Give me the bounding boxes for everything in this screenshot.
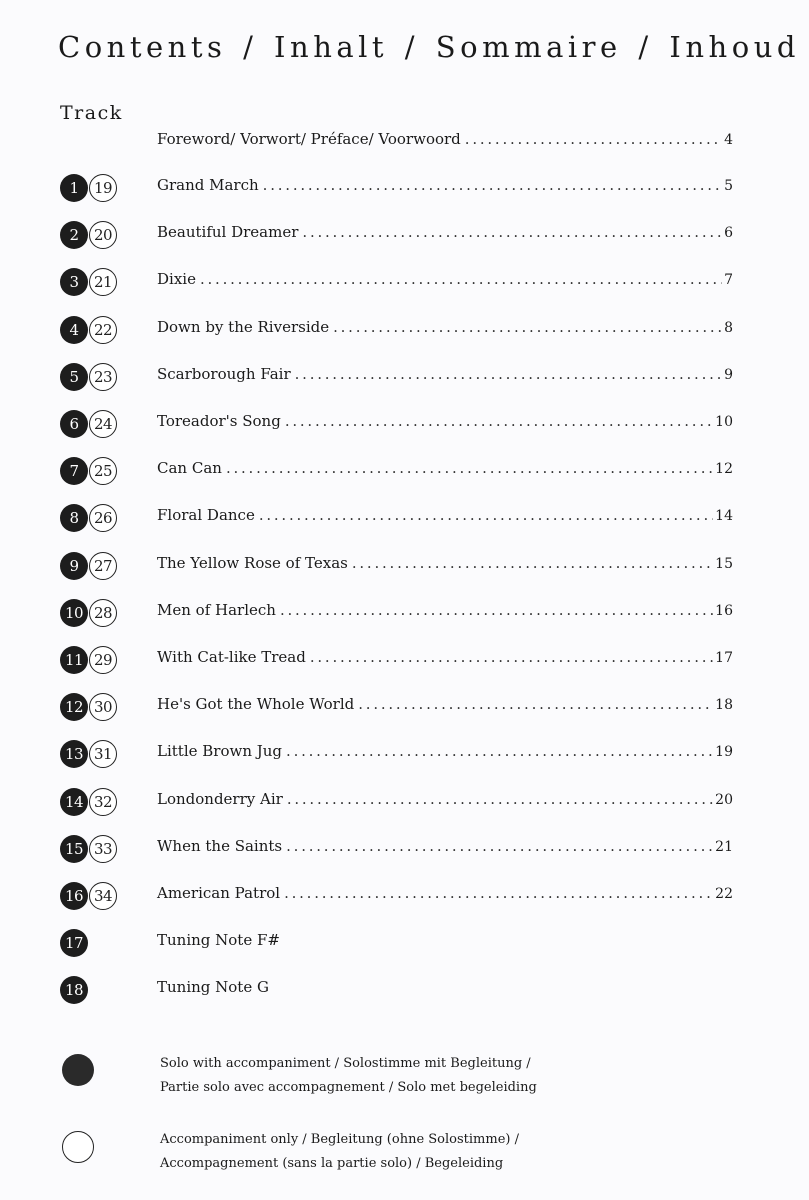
dot-leader xyxy=(302,223,722,241)
solo-legend-line-1: Solo with accompaniment / Solostimme mit Begleitung / xyxy=(160,1056,531,1071)
page-number: 21 xyxy=(715,838,733,855)
track-title: Scarborough Fair xyxy=(157,364,291,383)
track-row[interactable] xyxy=(0,268,809,300)
accompaniment-track-number: 25 xyxy=(89,457,117,485)
solo-track-number: 18 xyxy=(60,976,88,1004)
solo-track-number: 15 xyxy=(60,835,88,863)
track-row[interactable] xyxy=(0,504,809,536)
accompaniment-track-number: 24 xyxy=(89,410,117,438)
solo-track-number: 1 xyxy=(60,174,88,202)
page-number: 6 xyxy=(724,225,733,242)
dot-leader xyxy=(295,365,722,383)
solo-track-number: 11 xyxy=(60,646,88,674)
track-title: American Patrol xyxy=(157,884,281,902)
accompaniment-legend-text xyxy=(160,1128,519,1176)
page-number: 10 xyxy=(715,414,733,430)
track-title: With Cat-like Tread xyxy=(157,648,306,666)
solo-track-number: 6 xyxy=(60,410,88,438)
page-number: 17 xyxy=(715,650,733,666)
dot-leader xyxy=(352,554,713,572)
dot-leader xyxy=(287,790,713,808)
page-number: 14 xyxy=(715,508,733,525)
track-title: Men of Harlech xyxy=(157,600,276,619)
dot-leader xyxy=(226,459,713,477)
solo-legend-text xyxy=(160,1052,537,1100)
dot-leader xyxy=(285,412,713,430)
track-title: Beautiful Dreamer xyxy=(157,223,299,242)
solo-track-number: 10 xyxy=(60,599,88,627)
accompaniment-track-number: 34 xyxy=(89,882,117,910)
track-row[interactable] xyxy=(0,740,809,772)
track-row[interactable] xyxy=(0,835,809,867)
solo-track-number: 2 xyxy=(60,221,88,249)
dot-leader xyxy=(286,837,713,855)
accompaniment-track-number: 23 xyxy=(89,363,117,391)
track-row[interactable] xyxy=(0,929,809,961)
track-row[interactable] xyxy=(0,599,809,631)
track-row[interactable] xyxy=(0,976,809,1008)
foreword-title: Foreword/ Vorwort/ Préface/ Voorwoord xyxy=(157,130,461,148)
track-title: The Yellow Rose of Texas xyxy=(157,553,348,572)
track-title: Tuning Note F# xyxy=(157,931,280,950)
track-title: When the Saints xyxy=(157,836,283,855)
page-number: 8 xyxy=(724,319,733,336)
track-title: Tuning Note G xyxy=(157,978,269,997)
track-title: Little Brown Jug xyxy=(157,742,283,761)
track-title: Floral Dance xyxy=(157,506,255,525)
solo-track-number: 4 xyxy=(60,316,88,344)
page-number: 9 xyxy=(724,366,733,383)
track-row[interactable] xyxy=(0,457,809,489)
track-title: Toreador's Song xyxy=(157,412,281,430)
page-number: 7 xyxy=(724,272,733,289)
solo-track-number: 13 xyxy=(60,740,88,768)
solo-track-number: 14 xyxy=(60,788,88,816)
solo-track-number: 12 xyxy=(60,693,88,721)
page-number: 22 xyxy=(715,886,733,902)
accompaniment-track-number: 31 xyxy=(89,740,117,768)
solo-track-number: 8 xyxy=(60,504,88,532)
dot-leader xyxy=(310,648,713,666)
track-row[interactable] xyxy=(0,693,809,725)
track-row[interactable] xyxy=(0,552,809,584)
accompaniment-track-number: 20 xyxy=(89,221,117,249)
solo-legend-line-2: Partie solo avec accompagnement / Solo met begeleiding xyxy=(160,1080,537,1095)
track-row[interactable] xyxy=(0,410,809,442)
page-number: 16 xyxy=(715,602,733,619)
solo-track-number: 7 xyxy=(60,457,88,485)
accompaniment-track-number: 32 xyxy=(89,788,117,816)
track-title: Grand March xyxy=(157,176,259,194)
solo-track-number: 17 xyxy=(60,929,88,957)
dot-leader xyxy=(358,695,713,713)
page-number: 4 xyxy=(724,132,733,148)
track-column-heading: Track xyxy=(60,102,123,124)
dot-leader xyxy=(286,742,713,760)
track-title: He's Got the Whole World xyxy=(157,695,355,714)
page-title: Contents / Inhalt / Sommaire / Inhoud xyxy=(58,30,800,64)
track-row[interactable] xyxy=(0,788,809,820)
solo-track-number: 5 xyxy=(60,363,88,391)
accompaniment-track-number: 29 xyxy=(89,646,117,674)
page-number: 15 xyxy=(715,555,733,572)
accompaniment-track-number: 22 xyxy=(89,316,117,344)
dot-leader xyxy=(263,176,722,194)
dot-leader xyxy=(465,130,722,148)
accompaniment-track-number: 19 xyxy=(89,174,117,202)
page-number: 19 xyxy=(715,744,733,761)
track-title: Londonderry Air xyxy=(157,789,283,808)
open-circle-icon xyxy=(62,1131,94,1163)
track-title: Dixie xyxy=(157,270,196,289)
track-row[interactable] xyxy=(0,882,809,914)
track-row[interactable] xyxy=(0,174,809,206)
solo-track-number: 16 xyxy=(60,882,88,910)
accompaniment-legend-line-1: Accompaniment only / Begleitung (ohne Solostimme) / xyxy=(160,1132,519,1147)
accompaniment-track-number: 26 xyxy=(89,504,117,532)
track-row[interactable] xyxy=(0,363,809,395)
page-number: 12 xyxy=(715,461,733,478)
page-number: 20 xyxy=(715,791,733,808)
dot-leader xyxy=(200,270,722,288)
track-title: Can Can xyxy=(157,459,222,478)
dot-leader xyxy=(284,884,713,902)
accompaniment-legend-line-2: Accompagnement (sans la partie solo) / Begeleiding xyxy=(160,1156,504,1171)
track-row[interactable] xyxy=(0,316,809,348)
accompaniment-track-number: 21 xyxy=(89,268,117,296)
page-number: 5 xyxy=(724,178,733,194)
accompaniment-track-number: 33 xyxy=(89,835,117,863)
track-row[interactable] xyxy=(0,221,809,253)
dot-leader xyxy=(259,506,713,524)
dot-leader xyxy=(280,601,713,619)
accompaniment-track-number: 30 xyxy=(89,693,117,721)
foreword-row[interactable] xyxy=(0,128,809,160)
solo-track-number: 9 xyxy=(60,552,88,580)
dot-leader xyxy=(333,318,722,336)
accompaniment-track-number: 28 xyxy=(89,599,117,627)
track-title: Down by the Riverside xyxy=(157,317,330,336)
solo-track-number: 3 xyxy=(60,268,88,296)
page-number: 18 xyxy=(715,697,733,714)
filled-circle-icon xyxy=(62,1054,94,1086)
track-row[interactable] xyxy=(0,646,809,678)
accompaniment-track-number: 27 xyxy=(89,552,117,580)
